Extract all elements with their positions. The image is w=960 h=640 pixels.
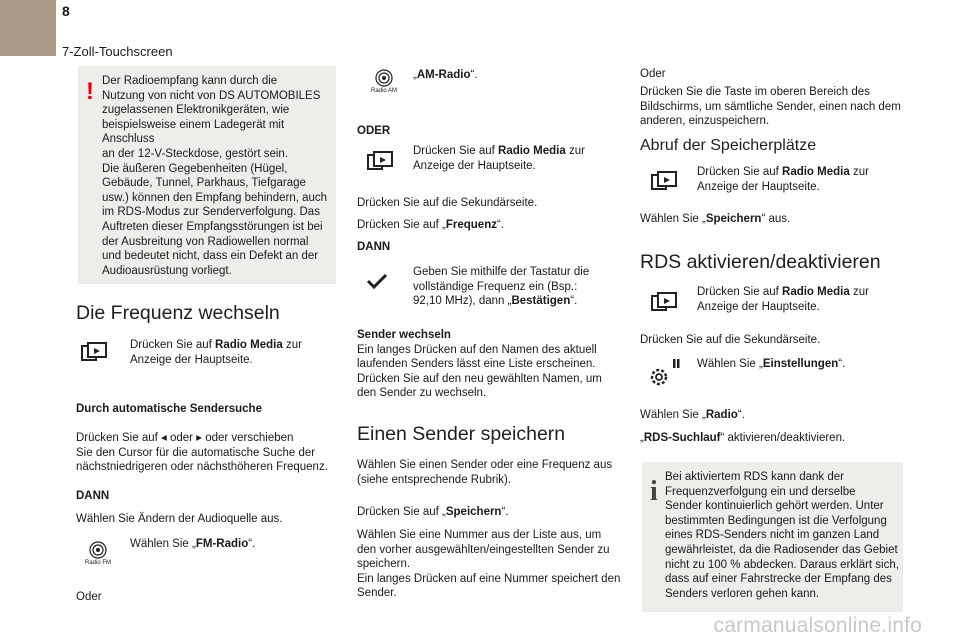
arrow-right-icon: ▸	[196, 432, 202, 444]
para-secondary-page: Drücken Sie auf die Sekundärseite.	[357, 197, 538, 209]
label-oder: Oder	[76, 591, 102, 603]
label-dann: DANN	[76, 490, 110, 502]
heading-recall-presets: Abruf der Speicherplätze	[640, 137, 817, 154]
step-enter-frequency: Geben Sie mithilfe der Tastatur die vollständige Frequenz ein (Bsp.: 92,10 MHz), dann „Bestätigen“.	[413, 266, 590, 308]
para-select-save: Wählen Sie „Speichern“ aus.	[640, 213, 791, 225]
radio-media-icon-3	[650, 171, 678, 193]
para-select-radio: Wählen Sie „Radio“.	[640, 409, 745, 421]
heading-save-station: Einen Sender speichern	[357, 423, 566, 445]
para-select-station: Wählen Sie einen Sender oder eine Frequenz aus (siehe entsprechende Rubrik).	[357, 459, 613, 486]
radio-media-icon-4	[650, 292, 678, 314]
para-change-source: Wählen Sie Ändern der Audioquelle aus.	[76, 513, 283, 525]
label-oder-2: ODER	[357, 125, 391, 137]
para-select-number: Wählen Sie eine Nummer aus der Liste aus, um den vorher ausgewählten/eingestellten Sender zu speichern. Ein langes Drücken auf eine Nummer speichert den Sender.	[357, 529, 621, 600]
step-radio-media-2: Drücken Sie auf Radio Media zur Anzeige der Hauptseite.	[413, 145, 585, 172]
step-radio-media-1: Drücken Sie auf Radio Media zur Anzeige der Hauptseite.	[130, 339, 302, 366]
section-title: 7-Zoll-Touchscreen	[62, 44, 173, 59]
para-save: Drücken Sie auf „Speichern“.	[357, 506, 509, 518]
page-tab-marker	[0, 0, 56, 56]
label-dann-2: DANN	[357, 241, 391, 253]
label-oder-3: Oder	[640, 68, 666, 80]
radio-am-icon: Radio AM	[367, 68, 401, 94]
para-secondary-page-2: Drücken Sie auf die Sekundärseite.	[640, 334, 821, 346]
heading-change-frequency: Die Frequenz wechseln	[76, 302, 280, 324]
subheading-auto-search: Durch automatische Sendersuche	[76, 403, 262, 415]
step-select-fm: Wählen Sie „FM-Radio“.	[130, 538, 256, 550]
radio-fm-icon: Radio FM	[81, 540, 115, 566]
warning-icon: !	[86, 78, 94, 105]
step-radio-media-3: Drücken Sie auf Radio Media zur Anzeige der Hauptseite.	[697, 166, 869, 193]
section-change-station: Sender wechseln Ein langes Drücken auf den Namen des aktuell laufenden Senders lässt eine Liste erscheinen. Drücken Sie auf den neu gewählten Namen, um den Sender zu wechseln.	[357, 329, 602, 400]
info-icon: i	[650, 476, 658, 507]
step-select-am: „AM-Radio“.	[413, 69, 478, 81]
para-rds-toggle: „RDS-Suchlauf“ aktivieren/deaktivieren.	[640, 432, 846, 444]
arrow-left-icon: ◂	[161, 432, 167, 444]
step-select-settings: Wählen Sie „Einstellungen“.	[697, 358, 846, 370]
watermark: carmanualsonline.info	[713, 614, 922, 637]
radio-media-icon-2	[366, 151, 394, 173]
para-frequency: Drücken Sie auf „Frequenz“.	[357, 219, 505, 231]
warning-text: Der Radioempfang kann durch die Nutzung von nicht von DS AUTOMOBILES zugelassenen Elektronikgeräten, wie beispielsweise einem Ladegerät mit Anschluss an der 12-V-Steckdose, gestört sein. Die äußeren Gegebenheiten (Hügel, Gebäude, Tunnel, Parkhaus, Tiefgarage usw.) können den Empfang behindern, auch im RDS-Modus zur Senderverfolgung. Das Auftreten dieser Empfangsstörungen ist bei der Ausbreitung von Radiowellen normal und bedeutet nicht, dass ein Defekt an der Audioausrüstung vorliegt.	[102, 75, 328, 277]
para-store-all: Drücken Sie die Taste im oberen Bereich des Bildschirms, um sämtliche Sender, einen nach dem anderen, einzuspeichern.	[640, 86, 901, 128]
radio-media-icon	[80, 342, 108, 364]
step-radio-media-4: Drücken Sie auf Radio Media zur Anzeige der Hauptseite.	[697, 286, 869, 313]
heading-rds: RDS aktivieren/deaktivieren	[640, 251, 881, 273]
page-number: 8	[62, 3, 70, 19]
info-text: Bei aktiviertem RDS kann dank der Frequenzverfolgung ein und derselbe Sender kontinuierlich gehört werden. Unter bestimmten Bedingungen ist die Verfolgung eines RDS-Senders nicht im ganzen Land gewährleistet, da die Radiosender das Gebiet nicht zu 100 % abdecken. Daraus erklärt sich, dass auf einer Fahrstrecke der Empfang des Senders verloren gehen kann.	[665, 471, 899, 600]
check-icon	[366, 272, 388, 290]
settings-gear-icon	[647, 356, 683, 390]
para-auto-search: Drücken Sie auf ◂ oder ▸ oder verschieben Sie den Cursor für die automatische Suche der nächstniedrigeren oder nächsthöheren Frequenz.	[76, 432, 328, 474]
